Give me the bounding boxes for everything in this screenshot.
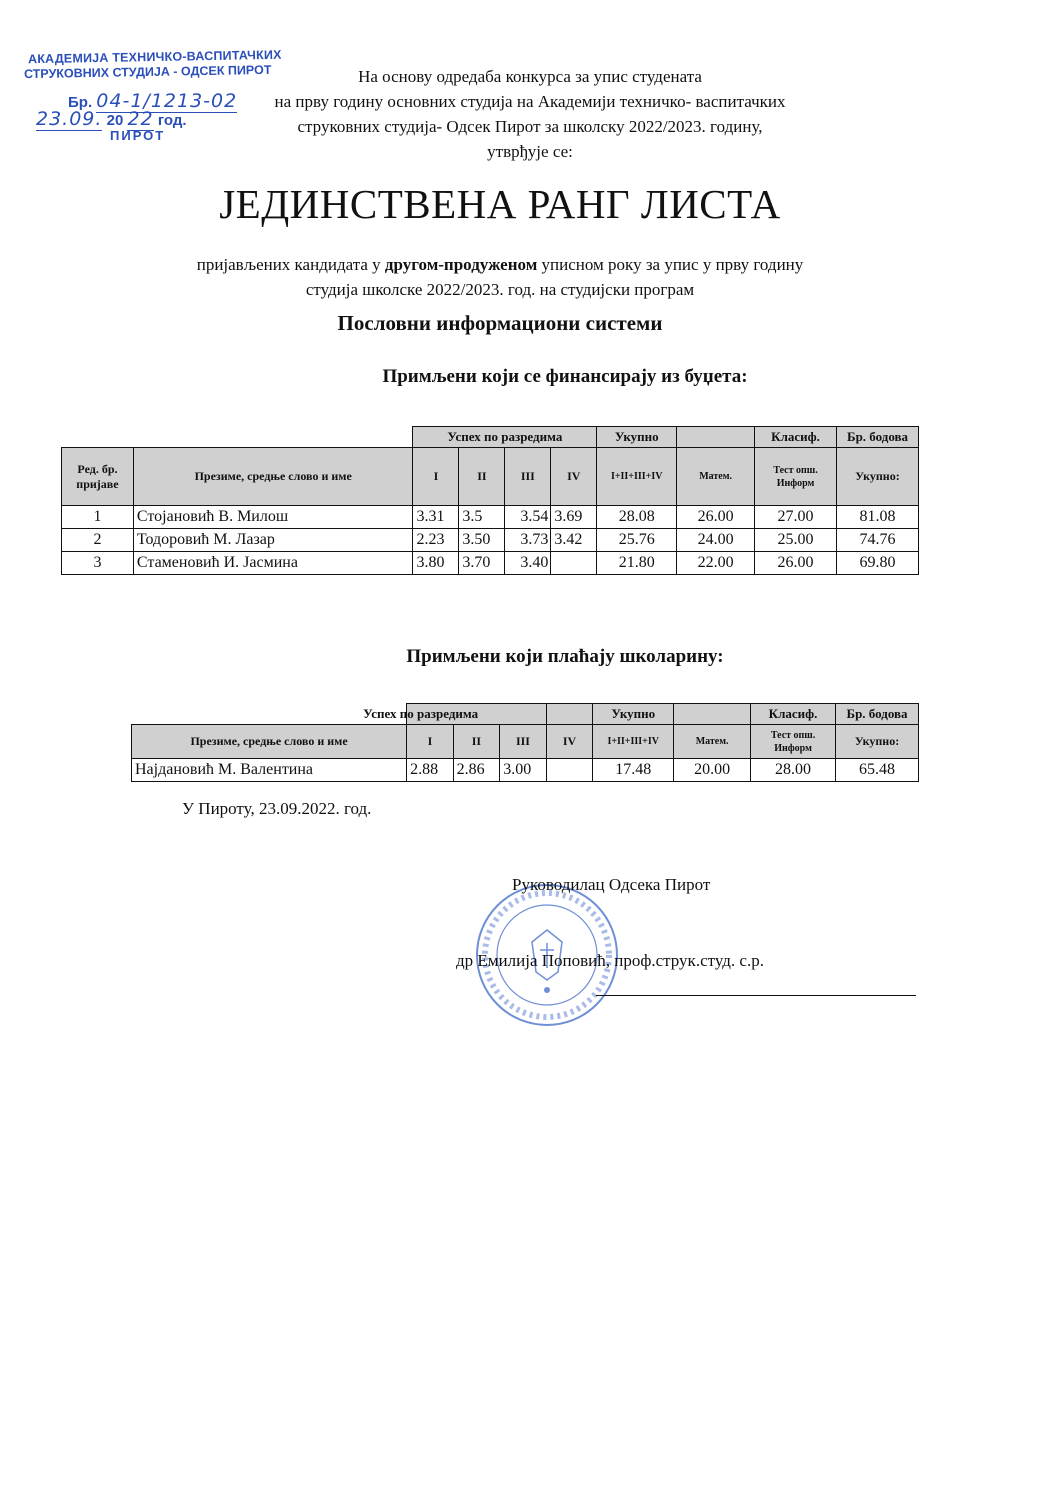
paid-header-g1: I [407, 725, 454, 759]
header-red-br: Ред. бр. пријаве [62, 448, 134, 506]
paid-header-sum: I+II+III+IV [593, 725, 674, 759]
header-matem: Матем. [677, 448, 755, 506]
header-test: Тест опш. Информ [755, 448, 837, 506]
stamp-line-2: СТРУКОВНИХ СТУДИЈА - ОДСЕК ПИРОТ [23, 62, 272, 82]
paid-header-g2: II [453, 725, 500, 759]
header-uspeh: Успех по разредима [413, 427, 597, 448]
header-ukupno: Укупно [597, 427, 677, 448]
paid-header-br-bodova: Бр. бодова [836, 704, 919, 725]
header-g1: I [413, 448, 459, 506]
document-title: ЈЕДИНСТВЕНА РАНГ ЛИСТА [219, 181, 781, 227]
header-sum: I+II+III+IV [597, 448, 677, 506]
paid-header-ukupno: Укупно [593, 704, 674, 725]
stamp-city: ПИРОТ [110, 128, 166, 143]
paid-header-g4: IV [546, 725, 593, 759]
stamp-number: Бр. 04-1/1213-02 [68, 90, 238, 112]
header-g4: IV [551, 448, 597, 506]
document-subtitle: пријављених кандидата у другом-продуженом уписном року за упис у прву годину студија школске 2022/2023. год. на студијски програм [196, 255, 804, 299]
paid-header-test: Тест опш. Информ [751, 725, 836, 759]
stamp-number-handwritten: 04-1/1213-02 [96, 90, 238, 112]
paid-header-matem: Матем. [674, 725, 751, 759]
stamp-line-1: АКАДЕМИЈА ТЕХНИЧКО-ВАСПИТАЧКИХ [27, 47, 282, 67]
signer-name: др Емилија Поповић, проф.струк.студ. с.р. [456, 951, 764, 970]
study-program: Пословни информациони системи [337, 311, 663, 335]
header-g2: II [459, 448, 505, 506]
header-total: Укупно: [837, 448, 919, 506]
place-date: У Пироту, 23.09.2022. год. [182, 799, 372, 818]
header-name: Презиме, средње слово и име [133, 448, 413, 506]
budget-table [61, 426, 919, 575]
signature-line [596, 995, 916, 996]
table-row: 3 Стаменовић И. Јасмина 3.80 3.70 3.40 21.80 22.00 26.00 69.80 [62, 552, 919, 575]
intro-text: На основу одредаба конкурса за упис студената на прву годину основних студија на Академији техничко- васпитачких струковних студија- Одсек Пирот за школску 2022/2023. годину, утврђује се: [274, 67, 786, 161]
paid-header-name: Презиме, средње слово и име [132, 725, 407, 759]
paid-table [131, 703, 919, 782]
paid-header-klasif: Класиф. [751, 704, 836, 725]
paid-header-g3: III [500, 725, 547, 759]
section-budget-title: Примљени који се финансирају из буџета: [382, 366, 748, 387]
paid-header-total: Укупно: [836, 725, 919, 759]
table-row: 1 Стојановић В. Милош 3.31 3.5 3.54 3.69 28.08 26.00 27.00 81.08 [62, 506, 919, 529]
section-paid-title: Примљени који плаћају школарину: [406, 646, 724, 667]
table-row: Најдановић М. Валентина 2.88 2.86 3.00 17.48 20.00 28.00 65.48 [132, 759, 919, 782]
stamp-date: 23.09. 20 22 год. [36, 108, 187, 130]
department-head-title: Руководилац Одсека Пирот [512, 875, 711, 894]
header-br-bodova: Бр. бодова [837, 427, 919, 448]
header-g3: III [505, 448, 551, 506]
table-row: 2 Тодоровић М. Лазар 2.23 3.50 3.73 3.42 25.76 24.00 25.00 74.76 [62, 529, 919, 552]
paid-header-uspeh: Успех по разредима [407, 704, 547, 725]
header-klasif: Класиф. [755, 427, 837, 448]
